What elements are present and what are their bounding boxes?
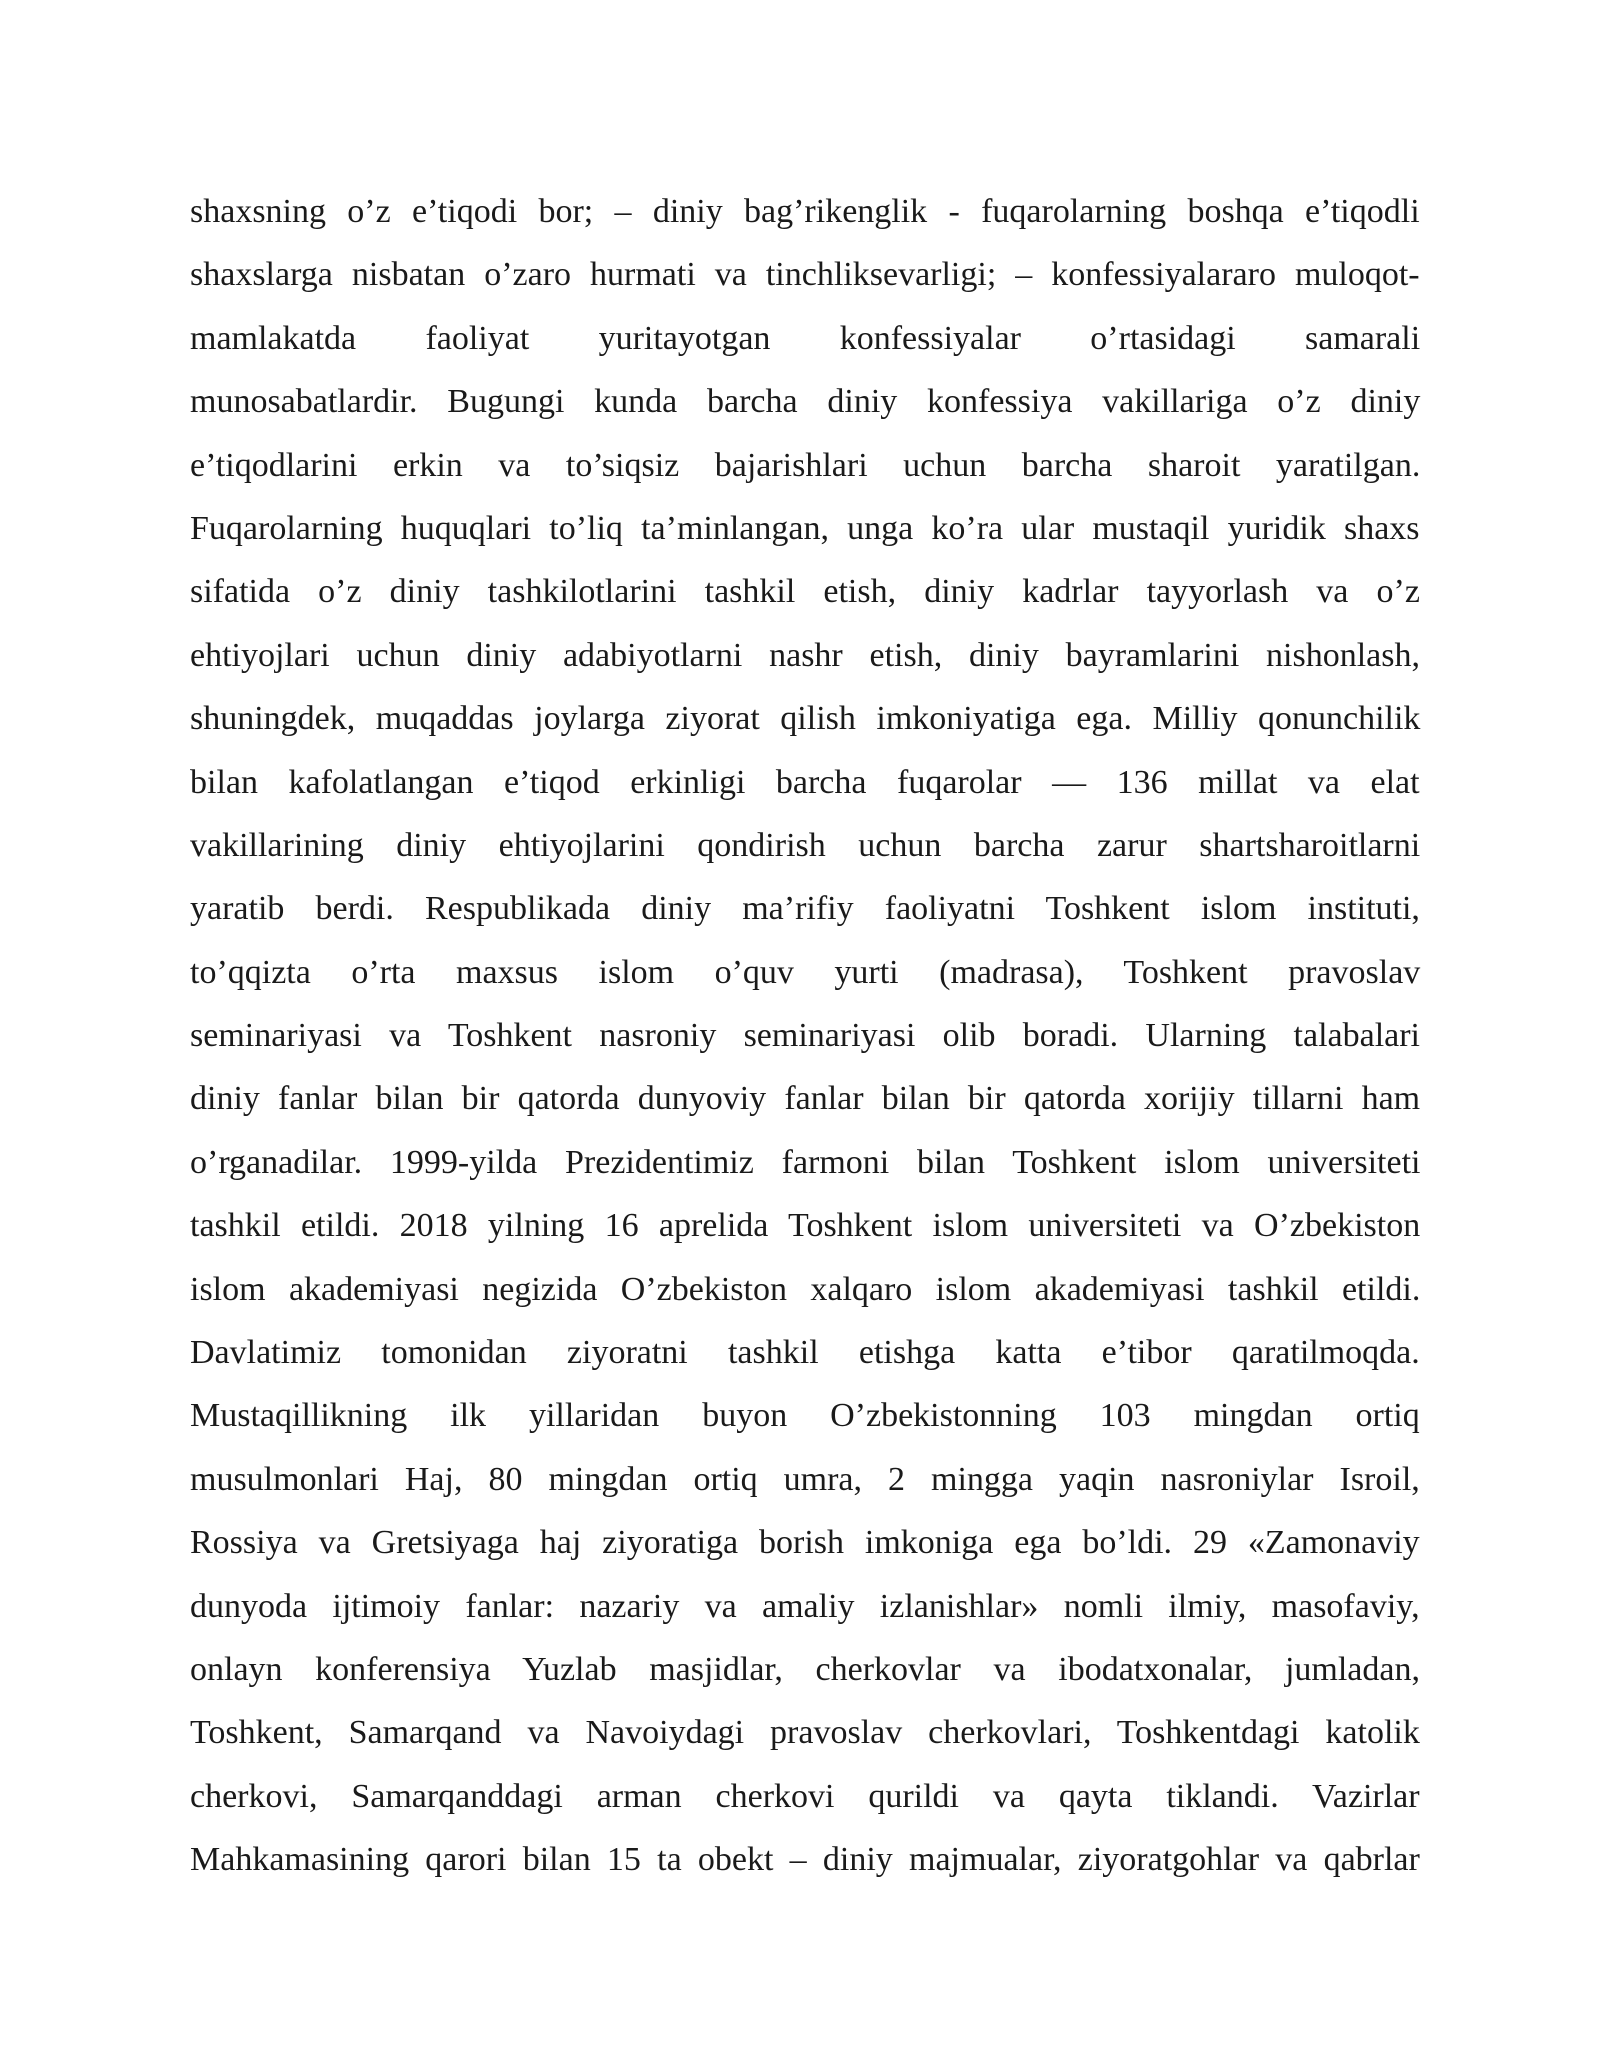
text-line: vakillarining diniy ehtiyojlarini qondirish uchun barcha zarur shartsharoitlarni [190,826,1421,864]
text-line: mamlakatda faoliyat yuritayotgan konfessiyalar o’rtasidagi samarali [190,319,1421,357]
text-line: Toshkent, Samarqand va Navoiydagi pravoslav cherkovlari, Toshkentdagi katolik [190,1714,1420,1752]
text-line: onlayn konferensiya Yuzlab masjidlar, cherkovlar va ibodatxonalar, jumladan, [190,1650,1420,1688]
text-line: shuningdek, muqaddas joylarga ziyorat qilish imkoniyatiga ega. Milliy qonunchilik [190,700,1421,738]
text-line: cherkovi, Samarqanddagi arman cherkovi qurildi va qayta tiklandi. Vazirlar [190,1777,1420,1815]
text-line: musulmonlari Haj, 80 mingdan ortiq umra, 2 mingga yaqin nasroniylar Isroil, [190,1460,1420,1498]
text-line: e’tiqodlarini erkin va to’siqsiz bajarishlari uchun barcha sharoit yaratilgan. [190,446,1421,484]
text-line: munosabatlardir. Bugungi kunda barcha diniy konfessiya vakillariga o’z diniy [190,383,1421,421]
text-line: o’rganadilar. 1999-yilda Prezidentimiz farmoni bilan Toshkent islom universiteti [190,1143,1421,1181]
text-line: to’qqizta o’rta maxsus islom o’quv yurti (madrasa), Toshkent pravoslav [190,953,1421,991]
text-line: seminariyasi va Toshkent nasroniy seminariyasi olib boradi. Ularning talabalari [190,1017,1420,1055]
text-line: diniy fanlar bilan bir qatorda dunyoviy fanlar bilan bir qatorda xorijiy tillarni ham [190,1080,1421,1118]
text-line: Fuqarolarning huquqlari to’liq ta’minlangan, unga ko’ra ular mustaqil yuridik shaxs [190,509,1420,547]
text-line: Mahkamasining qarori bilan 15 ta obekt – diniy majmualar, ziyoratgohlar va qabrlar [190,1841,1420,1879]
text-line: yaratib berdi. Respublikada diniy ma’rifiy faoliyatni Toshkent islom instituti, [190,890,1420,928]
text-line: Mustaqillikning ilk yillaridan buyon O’zbekistonning 103 mingdan ortiq [190,1397,1420,1435]
body-text [190,180,1420,1892]
text-line: dunyoda ijtimoiy fanlar: nazariy va amaliy izlanishlar» nomli ilmiy, masofaviy, [190,1587,1420,1625]
text-line: sifatida o’z diniy tashkilotlarini tashkil etish, diniy kadrlar tayyorlash va o’z [190,573,1420,611]
text-line: bilan kafolatlangan e’tiqod erkinligi barcha fuqarolar — 136 millat va elat [190,763,1420,801]
text-line: Rossiya va Gretsiyaga haj ziyoratiga borish imkoniga ega bo’ldi. 29 «Zamonaviy [190,1524,1420,1562]
text-line: ehtiyojlari uchun diniy adabiyotlarni nashr etish, diniy bayramlarini nishonlash, [190,636,1420,674]
text-line: tashkil etildi. 2018 yilning 16 aprelida Toshkent islom universiteti va O’zbekiston [190,1207,1421,1245]
text-line: shaxslarga nisbatan o’zaro hurmati va tinchliksevarligi; – konfessiyalararo muloqot- [190,256,1420,294]
text-line: shaxsning o’z e’tiqodi bor; – diniy bag’rikenglik - fuqarolarning boshqa e’tiqodli [190,193,1420,230]
text-line: Davlatimiz tomonidan ziyoratni tashkil etishga katta e’tibor qaratilmoqda. [190,1334,1420,1372]
text-line: islom akademiyasi negizida O’zbekiston xalqaro islom akademiyasi tashkil etildi. [190,1270,1421,1308]
